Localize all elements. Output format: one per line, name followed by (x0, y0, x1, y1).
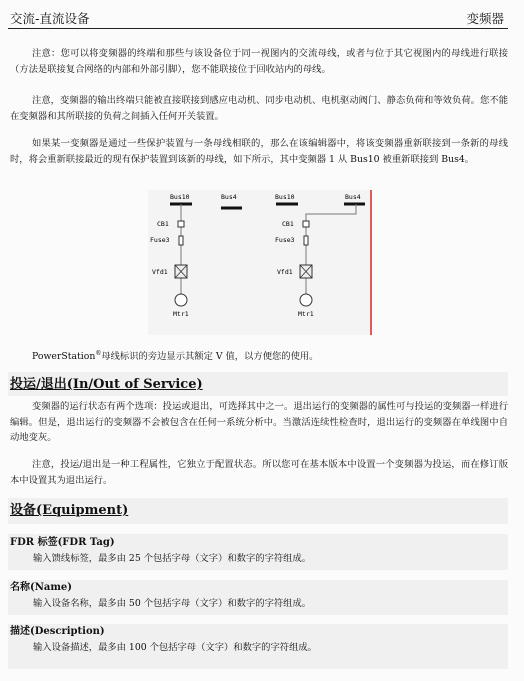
section-title-in-out-of-service (10, 377, 203, 393)
powerstation-note-text: 母线标识的旁边显示其额定 V 值，以方便您的使用。 (101, 351, 319, 363)
service-paragraph-1: 变频器的运行状态有两个选项：投运或退出，可选择其中之一。退出运行的变频器的属性可与投运的变频器一样进行编辑。但是，退出运行的变频器不会被包含在任何一系统分析中。当激活连续性检查时，退出运行的变频器在单线图中自动地变灰。 (10, 401, 508, 443)
product-name: PowerStation (32, 351, 96, 363)
note-paragraph-1: 注意：您可以将变频器的终端和那些与该设备位于同一视图内的交流母线，或者与位于其它视图内的母线进行联接（方法是联接复合网络的内部和外部引脚），您不能联接位于回收站内的母线。 (10, 48, 508, 75)
motor-icon-before (175, 294, 187, 306)
fuse-icon-before (179, 236, 183, 245)
field-title-name: 名称(Name) (10, 582, 73, 593)
label-bus10-after: Bus10 (275, 193, 295, 201)
reconnect-diagram (148, 190, 372, 335)
label-bus4-after: Bus4 (345, 193, 361, 201)
one-line-diagram-svg (148, 190, 368, 335)
service-paragraph-2: 注意，投运/退出是一种工程属性，它独立于配置状态。所以您可在基本版本中设置一个变频器为投运，而在修订版本中设置其为退出运行。 (10, 459, 508, 486)
label-cb1-before: CB1 (157, 220, 169, 228)
field-title-description: 描述(Description) (10, 626, 105, 637)
section-title-equipment (10, 503, 128, 519)
field-desc-description: 输入设备描述，最多由 100 个包括字母（文字）和数字的字符组成。 (33, 642, 317, 653)
header-topic-title: 变频器 (466, 11, 504, 26)
field-desc-name: 输入设备名称，最多由 50 个包括字母（文字）和数字的字符组成。 (33, 598, 312, 609)
diagram-before (150, 193, 242, 318)
registered-mark: ® (95, 350, 102, 357)
header-chapter-title: 交流-直流设备 (10, 11, 90, 26)
reconnect-paragraph: 如果某一变频器是通过一些保护装置与一条母线相联的，那么在该编辑器中，将该变频器重新联接到一条新的母线时，将会重新联接最近的现有保护装置到该新的母线，如下所示，其中变频器 1 从 Bus10 被重新联接到 Bus4。 (10, 138, 508, 165)
label-fuse3-after: Fuse3 (275, 236, 295, 244)
section-title-en: (In/Out of Service) (66, 377, 203, 392)
fuse-icon-after (304, 236, 308, 245)
label-vfd1-before: Vfd1 (152, 268, 168, 276)
section-title-en: (Equipment) (36, 503, 129, 518)
feeder-line-after (306, 204, 356, 294)
breaker-icon-before (178, 221, 184, 227)
page-header (8, 12, 508, 29)
section-title-cn: 设备 (10, 503, 37, 518)
label-fuse3-before: Fuse3 (150, 236, 170, 244)
motor-icon-after (300, 294, 312, 306)
label-mtr1-before: Mtr1 (173, 310, 189, 318)
section-title-cn: 投运/退出 (10, 377, 67, 392)
field-desc-fdr-tag: 输入馈线标签，最多由 25 个包括字母（文字）和数字的字符组成。 (33, 553, 312, 564)
powerstation-note (10, 346, 508, 365)
label-bus10-before: Bus10 (170, 193, 190, 201)
note-paragraph-2: 注意，变频器的输出终端只能被直接联接到感应电动机、同步电动机、电机驱动阀门、静态负荷和等效负荷。您不能在变频器和其所联接的负荷之间插入任何开关装置。 (10, 95, 508, 122)
label-vfd1-after: Vfd1 (277, 268, 293, 276)
label-bus4-before: Bus4 (221, 193, 237, 201)
diagram-after (275, 193, 365, 318)
label-mtr1-after: Mtr1 (298, 310, 314, 318)
breaker-icon-after (303, 221, 309, 227)
field-title-fdr-tag: FDR 标签(FDR Tag) (10, 537, 115, 548)
label-cb1-after: CB1 (282, 220, 294, 228)
